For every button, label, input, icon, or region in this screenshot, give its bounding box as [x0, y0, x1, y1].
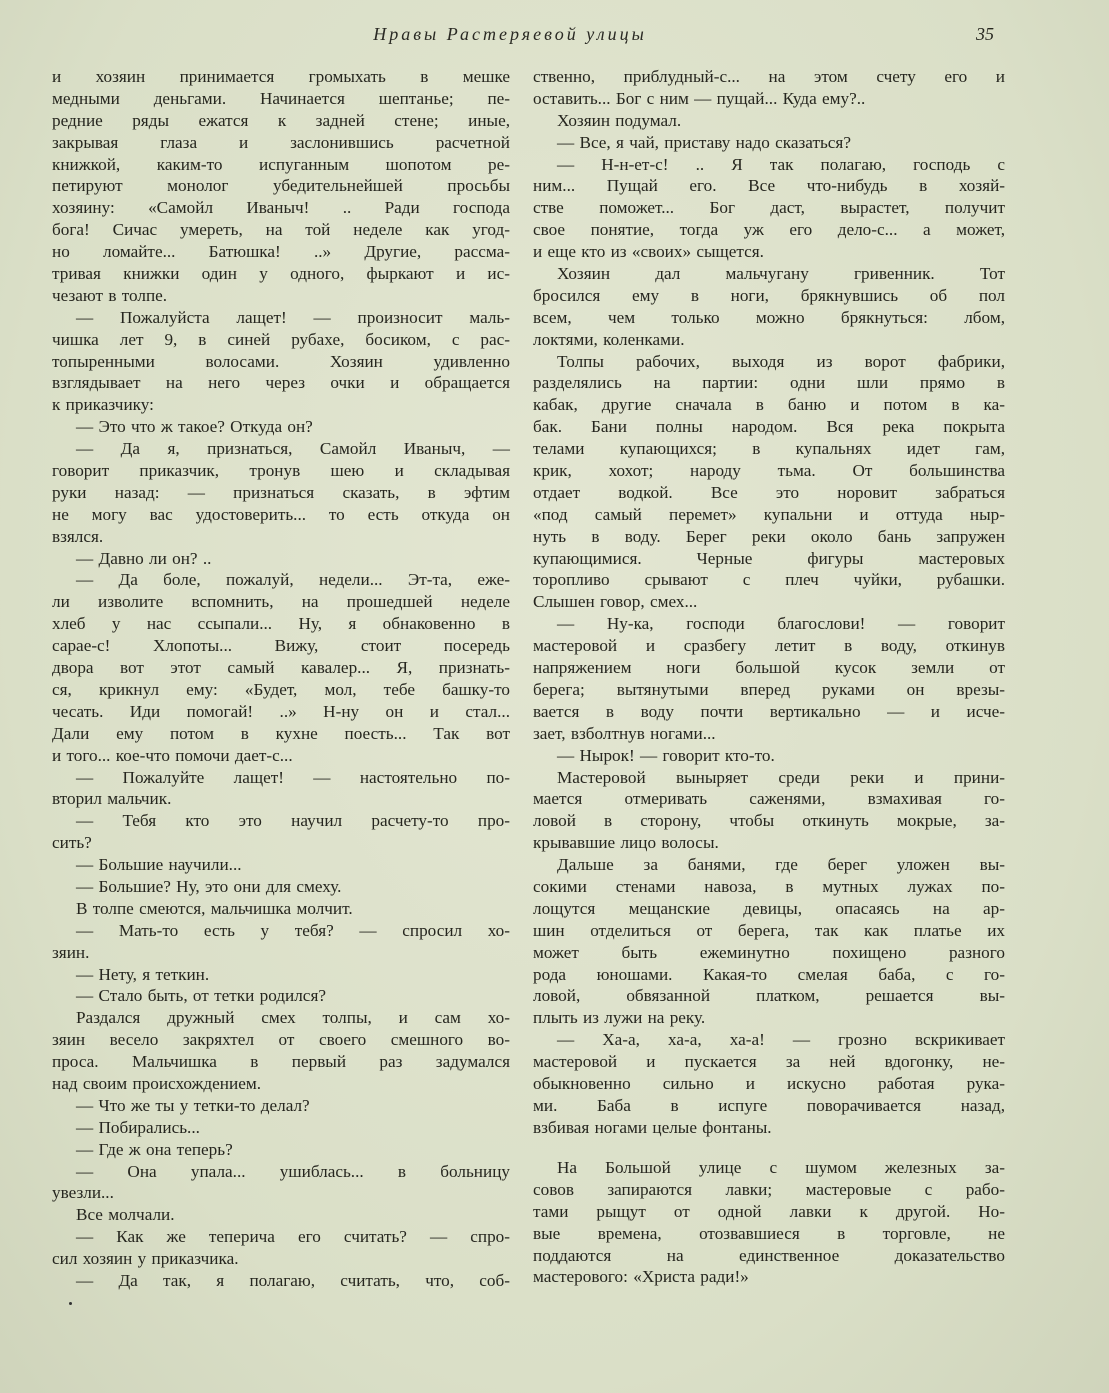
text-line: — Большие? Ну, это они для смеху. — [76, 876, 342, 896]
ink-speck — [69, 1302, 72, 1305]
paragraph — [533, 745, 1005, 767]
text-line: медными деньгами. Начинается шептанье; пе- — [52, 88, 510, 108]
paragraph — [52, 569, 510, 766]
paragraph — [52, 898, 510, 920]
text-line: бога! Сичас умереть, на той неделе как угод- — [52, 220, 510, 240]
text-line: тривая книжки один у одного, фыркают и ис- — [52, 264, 510, 284]
text-line: напряжением ноги большой кусок земли от — [533, 658, 1005, 678]
text-line: свое понятие, тогда уж его дело-с... а может, — [533, 220, 1005, 240]
paragraph — [52, 1139, 510, 1161]
text-line: локтями, коленками. — [533, 329, 685, 349]
text-line: но ломайте... Батюшка! ..» Другие, рассма- — [52, 242, 510, 262]
text-line: — Пожалуйте лащет! — настоятельно по- — [76, 767, 510, 787]
paragraph — [52, 1117, 510, 1139]
text-line: поддаются на единственное доказательство — [533, 1245, 1005, 1265]
text-line: — Стало быть, от тетки родился? — [76, 986, 326, 1006]
text-line: — Что же ты у тетки-то делал? — [76, 1095, 310, 1115]
paragraph — [52, 548, 510, 570]
text-line: совов запираются лавки; мастеровые с рабо- — [533, 1179, 1005, 1199]
text-line: отдает водкой. Все это норовит забраться — [533, 482, 1005, 502]
paragraph — [533, 263, 1005, 351]
text-line: Слышен говор, смех... — [533, 592, 698, 612]
text-line: мастеровой и пускается за ней вдогонку, не- — [533, 1052, 1005, 1072]
text-line: сарае-с! Хлопоты... Вижу, стоит посередь — [52, 636, 510, 656]
text-line: чишка лет 9, в синей рубахе, босиком, с рас- — [52, 329, 510, 349]
paragraph — [533, 767, 1005, 855]
paragraph — [52, 1226, 510, 1270]
text-line: рода юношами. Какая-то смелая баба, с го- — [533, 964, 1005, 984]
text-line: — Мать-то есть у тебя? — спросил хо- — [76, 920, 510, 940]
text-line: лощутся мещанские девицы, опасаясь на ар- — [533, 898, 1005, 918]
paragraph — [52, 1270, 510, 1292]
text-line: — Это что ж такое? Откуда он? — [76, 417, 313, 437]
text-line: — Большие научили... — [76, 855, 242, 875]
text-line: «под самый перемет» купальни и оттуда ныр- — [533, 504, 1005, 524]
text-line: — Нету, я теткин. — [76, 964, 210, 984]
text-line: к приказчику: — [52, 395, 154, 415]
paragraph — [52, 810, 510, 854]
text-line: ним... Пущай его. Все что-нибудь в хозяй- — [533, 176, 1005, 196]
right-column-section-2 — [533, 1157, 1005, 1288]
text-line: кабак, другие сначала в баню и потом в ка- — [533, 395, 1005, 415]
text-line: бак. Бани полны народом. Вся река покрыта — [533, 417, 1005, 437]
text-line: ловой в сторону, чтобы откинуть мокрые, за- — [533, 811, 1005, 831]
text-line: — Как же теперича его считать? — спро- — [76, 1227, 510, 1247]
text-line: петируют монолог убедительнейшей просьбы — [52, 176, 510, 196]
text-line: вые времена, отозвавшиеся в торговле, не — [533, 1223, 1005, 1243]
text-line: руки назад: — признаться сказать, в эфтим — [52, 482, 510, 502]
text-line: оставить... Бог с ним — пущай... Куда ему?.. — [533, 88, 866, 108]
running-head-title: Нравы Растеряевой улицы — [373, 24, 647, 44]
text-line: увезли... — [52, 1183, 114, 1203]
text-line: — Побирались... — [76, 1117, 200, 1137]
text-line: — Да так, я полагаю, считать, что, соб- — [76, 1270, 510, 1290]
paragraph — [52, 1007, 510, 1095]
paragraph — [533, 351, 1005, 614]
text-line: В толпе смеются, мальчишка молчит. — [76, 898, 353, 918]
text-line: и еще кто из «своих» сыщется. — [533, 242, 764, 262]
paragraph — [533, 154, 1005, 263]
text-line: и того... кое-что помочи дает-с... — [52, 745, 293, 765]
paragraph — [52, 1204, 510, 1226]
text-line: — Она упала... ушиблась... в больницу — [76, 1161, 510, 1181]
text-line: говорит приказчик, тронув шею и складывая — [52, 461, 510, 481]
text-line: хлеб у нас ссыпали... Ну, я обнаковенно в — [52, 614, 510, 634]
text-line: стве поможет... Бог даст, вырастет, получит — [533, 198, 1005, 218]
text-line: сил хозяин у приказчика. — [52, 1249, 239, 1269]
text-line: мастеровой и сразбегу летит в воду, откинув — [533, 636, 1005, 656]
paragraph — [533, 66, 1005, 110]
text-line: книжкой, каким-то испуганным шопотом ре- — [52, 154, 510, 174]
text-line: Хозяин подумал. — [557, 110, 682, 130]
text-line: — Да боле, пожалуй, недели... Эт-та, еже- — [76, 570, 510, 590]
text-line: сить? — [52, 833, 92, 853]
paragraph — [52, 920, 510, 964]
text-line: торопливо срывают с плеч чуйки, рубашки. — [533, 570, 1005, 590]
paragraph — [52, 438, 510, 547]
page-number: 35 — [976, 24, 994, 44]
text-line: На Большой улице с шумом железных за- — [557, 1158, 1005, 1177]
text-line: Толпы рабочих, выходя из ворот фабрики, — [557, 351, 1005, 371]
text-line: — Все, я чай, приставу надо сказаться? — [557, 132, 851, 152]
text-line: закрывая глаза и заслонившись расчетной — [52, 132, 510, 152]
text-line: — Н-н-ет-с! .. Я так полагаю, господь с — [557, 154, 1005, 174]
text-line: — Ну-ка, господи благослови! — говорит — [557, 614, 1005, 634]
text-line: ми. Баба в испуге поворачивается назад, — [533, 1095, 1005, 1115]
text-line: чесать. Иди помогай! ..» Н-ну он и стал... — [52, 701, 510, 721]
paragraph — [52, 307, 510, 416]
text-line: не могу вас удостоверить... то есть откуда он — [52, 504, 510, 524]
paragraph — [52, 416, 510, 438]
text-line: Все молчали. — [76, 1205, 175, 1225]
paragraph — [533, 1029, 1005, 1138]
text-line: — Пожалуйста лащет! — произносит маль- — [76, 307, 510, 327]
text-line: — Где ж она теперь? — [76, 1139, 233, 1159]
text-line: ли изволите вспомнить, на прошедшей неделе — [52, 592, 510, 612]
paragraph — [533, 1157, 1005, 1288]
paragraph — [52, 1161, 510, 1205]
text-line: купающимися. Черные фигуры мастеровых — [533, 548, 1005, 568]
text-line: ловой, обвязанной платком, решается вы- — [533, 986, 1005, 1006]
text-line: обыкновенно сильно и искусно работая рука- — [533, 1073, 1005, 1093]
text-line: Хозяин дал мальчугану гривенник. Тот — [557, 264, 1005, 284]
paragraph — [52, 66, 510, 307]
text-line: Мастеровой выныряет среди реки и прини- — [557, 767, 1005, 787]
text-line: Дали ему потом в кухне поесть... Так вот — [52, 723, 510, 743]
left-column — [52, 66, 510, 1292]
text-line: топыренными волосами. Хозяин удивленно — [52, 351, 510, 371]
text-line: бросился ему в ноги, брякнувшись об пол — [533, 285, 1005, 305]
text-line: всем, чем только можно брякнуться: лбом, — [533, 307, 1005, 327]
paragraph — [52, 964, 510, 986]
paragraph — [533, 854, 1005, 1029]
paragraph — [533, 132, 1005, 154]
text-line: — Давно ли он? .. — [76, 548, 212, 568]
text-line: чезают в толпе. — [52, 285, 168, 305]
text-line: двора вот этот самый кавалер... Я, признать- — [52, 658, 510, 678]
text-line: может быть ежеминутно похищено разного — [533, 942, 1005, 962]
paragraph — [52, 854, 510, 876]
text-line: — Ха-а, ха-а, ха-а! — грозно вскрикивает — [557, 1030, 1005, 1050]
text-line: проса. Мальчишка в первый раз задумался — [52, 1052, 510, 1072]
text-line: зяин весело закряхтел от своего смешного во- — [52, 1030, 510, 1050]
text-line: — Нырок! — говорит кто-то. — [557, 745, 775, 765]
text-line: взялся. — [52, 526, 104, 546]
text-line: нуть в воду. Берег реки около бань запружен — [533, 526, 1005, 546]
paragraph — [52, 876, 510, 898]
paragraph — [52, 985, 510, 1007]
text-line: взбивая ногами целые фонтаны. — [533, 1117, 772, 1137]
text-line: шин отделиться от берега, так как платье их — [533, 920, 1005, 940]
text-line: ся, крикнул ему: «Будет, мол, тебе башку-то — [52, 679, 510, 699]
text-line: тами рыщут от одной лавки к другой. Но- — [533, 1201, 1005, 1221]
text-line: ственно, приблудный-с... на этом счету его и — [533, 67, 1005, 86]
paragraph — [533, 110, 1005, 132]
text-line: мается отмеривать саженями, взмахивая го- — [533, 789, 1005, 809]
text-line: крывавшие лицо волосы. — [533, 833, 719, 853]
paragraph — [52, 767, 510, 811]
text-line: — Тебя кто это научил расчету-то про- — [76, 811, 510, 831]
text-line: телами купающихся; в купальнях идет гам, — [533, 439, 1005, 459]
text-line: крик, хохот; народу тьма. От большинства — [533, 461, 1005, 481]
text-line: над своим происхождением. — [52, 1073, 261, 1093]
text-line: вается в воду почти вертикально — и исче- — [533, 701, 1005, 721]
paragraph — [533, 613, 1005, 744]
text-line: зает, взболтнув ногами... — [533, 723, 716, 743]
text-line: хозяину: «Самойл Иваныч! .. Ради господа — [52, 198, 510, 218]
text-line: Раздался дружный смех толпы, и сам хо- — [76, 1008, 510, 1028]
paragraph — [52, 1095, 510, 1117]
right-column — [533, 66, 1005, 1139]
text-line: плыть из лужи на реку. — [533, 1008, 706, 1028]
text-line: взглядывает на него через очки и обращается — [52, 373, 510, 393]
text-line: сокими стенами навоза, в мутных лужах по- — [533, 876, 1005, 896]
text-line: мастерового: «Христа ради!» — [533, 1267, 749, 1287]
text-line: разделялись на партии: одни шли прямо в — [533, 373, 1005, 393]
text-line: и хозяин принимается громыхать в мешке — [52, 67, 510, 86]
text-line: зяин. — [52, 942, 90, 962]
text-line: Дальше за банями, где берег уложен вы- — [557, 855, 1005, 875]
text-line: вторил мальчик. — [52, 789, 172, 809]
text-line: редние ряды ежатся к задней стене; иные, — [52, 110, 510, 130]
text-line: берега; вытянутыми вперед руками он врезы- — [533, 679, 1005, 699]
text-line: — Да я, признаться, Самойл Иваныч, — — [76, 439, 510, 459]
